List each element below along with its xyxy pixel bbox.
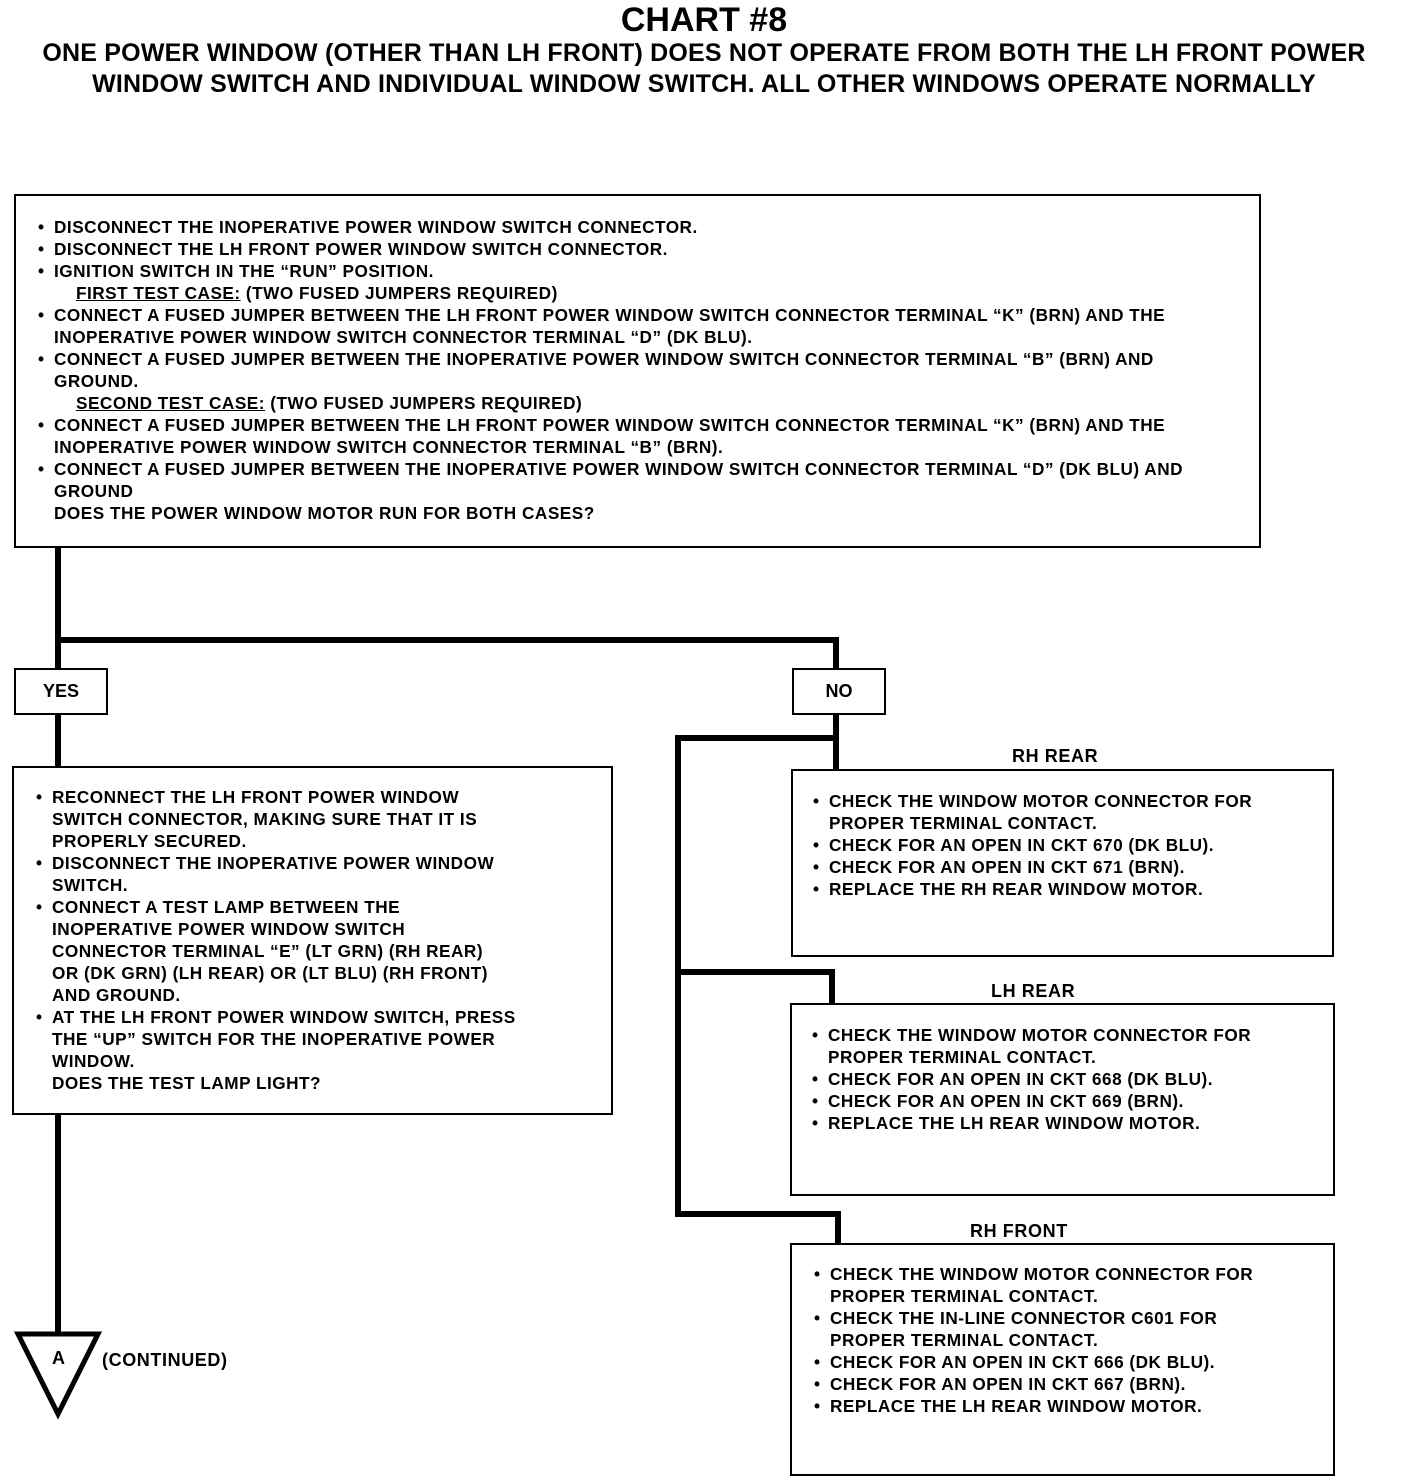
step-item: • CHECK FOR AN OPEN IN CKT 669 (BRN). <box>808 1090 1325 1112</box>
step-item: • CHECK THE WINDOW MOTOR CONNECTOR FOR PROPER TERMINAL CONTACT. <box>809 790 1324 834</box>
rh-rear-label: RH REAR <box>1012 746 1099 766</box>
continuation-triangle <box>18 1334 98 1414</box>
rh-front-box <box>790 1243 1335 1476</box>
step-item: • CHECK FOR AN OPEN IN CKT 670 (DK BLU). <box>809 834 1324 856</box>
step-item: • CHECK THE IN-LINE CONNECTOR C601 FOR PROPER TERMINAL CONTACT. <box>810 1307 1325 1351</box>
continued-label: (CONTINUED) <box>102 1350 228 1370</box>
initial-test-box <box>14 194 1261 548</box>
step-item: • REPLACE THE LH REAR WINDOW MOTOR. <box>808 1112 1325 1134</box>
yes-test-lamp-box <box>12 766 613 1115</box>
rh-rear-box <box>791 769 1334 957</box>
lh-rear-label: LH REAR <box>991 981 1076 1001</box>
step-item: • CHECK FOR AN OPEN IN CKT 671 (BRN). <box>809 856 1324 878</box>
step-item: • CONNECT A TEST LAMP BETWEEN THE INOPERATIVE POWER WINDOW SWITCH CONNECTOR TERMINAL “E” (LT GRN) (RH REAR) OR (DK GRN) (LH REAR) OR (LT BLU) (RH FRONT) AND GROUND. <box>32 896 601 1006</box>
second-test-case-label: SECOND TEST CASE: <box>76 393 265 413</box>
first-test-case-heading <box>34 282 1241 304</box>
step-item: • CHECK THE WINDOW MOTOR CONNECTOR FOR PROPER TERMINAL CONTACT. <box>808 1024 1325 1068</box>
step-item: • CONNECT A FUSED JUMPER BETWEEN THE LH FRONT POWER WINDOW SWITCH CONNECTOR TERMINAL “K” (BRN) AND THE INOPERATIVE POWER WINDOW SWITCH CONNECTOR TERMINAL “B” (BRN). <box>34 414 1241 458</box>
step-item: • DISCONNECT THE INOPERATIVE POWER WINDOW SWITCH CONNECTOR. <box>34 216 1241 238</box>
initial-question: DOES THE POWER WINDOW MOTOR RUN FOR BOTH CASES? <box>54 503 595 523</box>
rh-front-label: RH FRONT <box>970 1221 1068 1241</box>
step-item: • RECONNECT THE LH FRONT POWER WINDOW SWITCH CONNECTOR, MAKING SURE THAT IT IS PROPERLY SECURED. <box>32 786 601 852</box>
step-item: • CHECK THE WINDOW MOTOR CONNECTOR FOR PROPER TERMINAL CONTACT. <box>810 1263 1325 1307</box>
connector-letter: A <box>52 1348 66 1368</box>
yes-branch-label: YES <box>14 668 108 715</box>
second-test-case-note: (TWO FUSED JUMPERS REQUIRED) <box>265 393 583 413</box>
step-item: • CHECK FOR AN OPEN IN CKT 667 (BRN). <box>810 1373 1325 1395</box>
first-test-case-label: FIRST TEST CASE: <box>76 283 241 303</box>
first-test-case-note: (TWO FUSED JUMPERS REQUIRED) <box>240 283 558 303</box>
step-item: • CHECK FOR AN OPEN IN CKT 666 (DK BLU). <box>810 1351 1325 1373</box>
step-item: • IGNITION SWITCH IN THE “RUN” POSITION. <box>34 260 1241 282</box>
step-item: • DISCONNECT THE INOPERATIVE POWER WINDOW SWITCH. <box>32 852 601 896</box>
step-item: • CHECK FOR AN OPEN IN CKT 668 (DK BLU). <box>808 1068 1325 1090</box>
no-branch-label: NO <box>792 668 886 715</box>
lh-rear-box <box>790 1003 1335 1196</box>
chart-subtitle: ONE POWER WINDOW (OTHER THAN LH FRONT) DOES NOT OPERATE FROM BOTH THE LH FRONT POWER WINDOW SWITCH AND INDIVIDUAL WINDOW SWITCH. ALL OTHER WINDOWS OPERATE NORMALLY <box>42 39 1366 98</box>
step-item: • AT THE LH FRONT POWER WINDOW SWITCH, PRESS THE “UP” SWITCH FOR THE INOPERATIVE POWER WINDOW. <box>32 1006 601 1072</box>
step-item: • CONNECT A FUSED JUMPER BETWEEN THE LH FRONT POWER WINDOW SWITCH CONNECTOR TERMINAL “K” (BRN) AND THE INOPERATIVE POWER WINDOW SWITCH CONNECTOR TERMINAL “D” (DK BLU). <box>34 304 1241 348</box>
step-item: • REPLACE THE LH REAR WINDOW MOTOR. <box>810 1395 1325 1417</box>
test-lamp-question: DOES THE TEST LAMP LIGHT? <box>52 1073 322 1093</box>
step-item: • CONNECT A FUSED JUMPER BETWEEN THE INOPERATIVE POWER WINDOW SWITCH CONNECTOR TERMINAL “B” (BRN) AND GROUND. <box>34 348 1241 392</box>
step-item: • CONNECT A FUSED JUMPER BETWEEN THE INOPERATIVE POWER WINDOW SWITCH CONNECTOR TERMINAL “D” (DK BLU) AND GROUND <box>34 458 1241 502</box>
second-test-case-heading <box>34 392 1241 414</box>
step-item: • REPLACE THE RH REAR WINDOW MOTOR. <box>809 878 1324 900</box>
step-item: • DISCONNECT THE LH FRONT POWER WINDOW SWITCH CONNECTOR. <box>34 238 1241 260</box>
chart-title: CHART #8 <box>620 1 788 39</box>
